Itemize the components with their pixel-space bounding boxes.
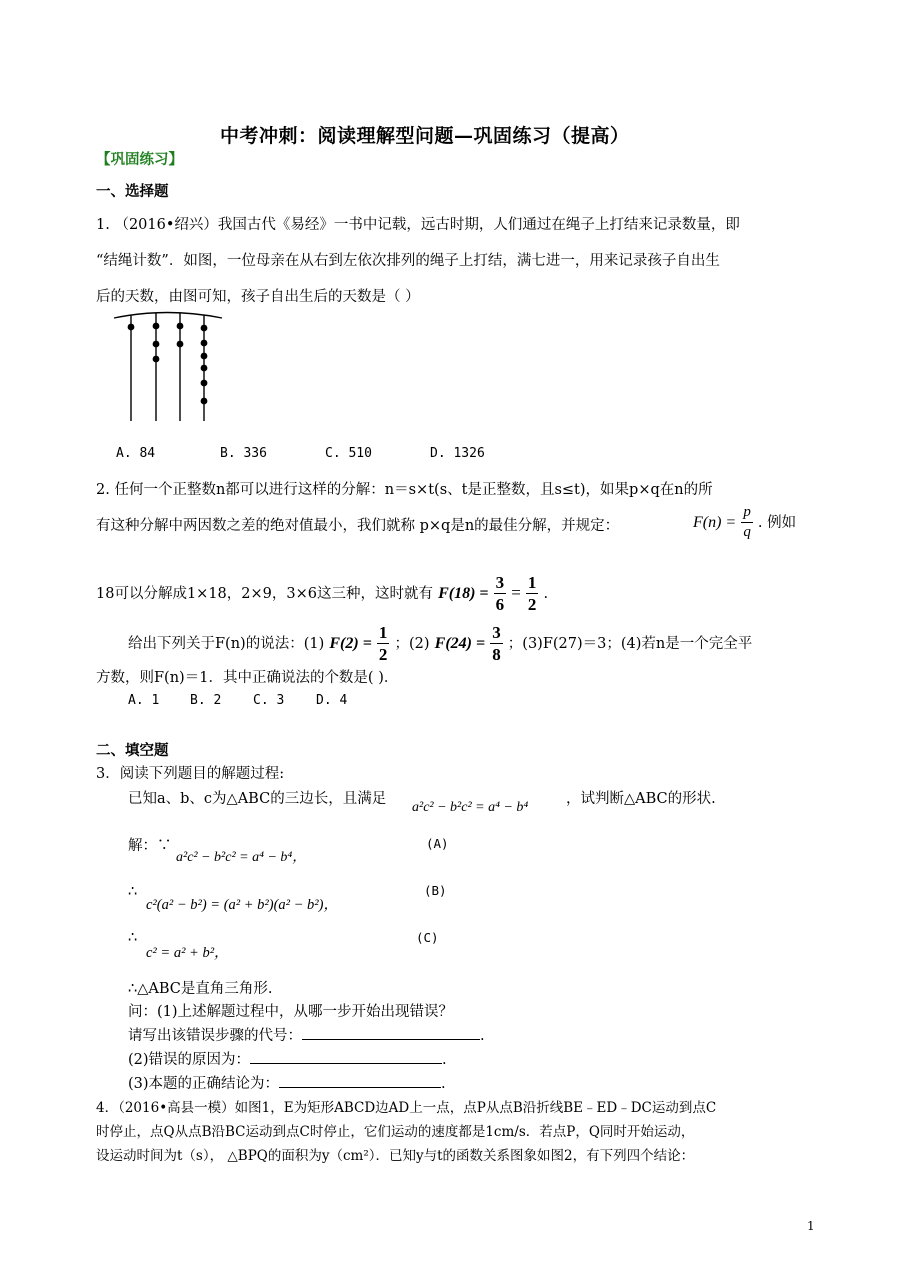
- knot: [177, 323, 184, 330]
- q2-option-c: C. 3: [253, 693, 285, 708]
- knot: [201, 340, 208, 347]
- q2-line-4: 给出下列关于F(n)的说法：(1) F(2) = $\frac{1}{2}$ ；(2) F(24) = $\frac{3}{8}$ ；(3)F(27)＝3；(4)若n是一个完全平: [128, 623, 753, 664]
- q3-step-c: c² = a² + b²，: [146, 945, 229, 961]
- q3-step-a-tag: (A): [426, 836, 449, 851]
- q2-line-1: 2. 任何一个正整数n都可以进行这样的分解：n＝s×t(s、t是正整数，且s≤t)，如果p×q在n的所: [96, 482, 713, 498]
- q1-line-3: 后的天数，由图可知，孩子自出生后的天数是（ ）: [96, 289, 420, 305]
- q3-step-a: a²c² − b²c² = a⁴ − b⁴，: [176, 850, 307, 865]
- knot: [201, 398, 208, 405]
- knot: [128, 324, 135, 331]
- therefore-symbol: ∴: [128, 930, 138, 946]
- q3-ask-2: (2)错误的原因为： .: [128, 1048, 447, 1069]
- q2-option-a: A. 1: [128, 693, 160, 708]
- q1-line-2: “结绳计数”．如图，一位母亲在从右到左依次排列的绳子上打结，满七进一，用来记录孩子自出生: [96, 253, 720, 269]
- section-heading-fill: 二、填空题: [96, 742, 169, 759]
- q3-line-1: 3．阅读下列题目的解题过程:: [96, 766, 285, 782]
- answer-blank-1[interactable]: [302, 1025, 480, 1040]
- knot-rope-figure: [110, 305, 225, 425]
- knot: [153, 356, 160, 363]
- knot: [177, 341, 184, 348]
- q3-step-b-tag: (B): [424, 883, 447, 898]
- q3-step-c-tag: (C): [416, 930, 439, 945]
- q3-given-formula: a²c² − b²c² = a⁴ − b⁴: [412, 800, 529, 815]
- q2-line-5: 方数，则F(n)＝1．其中正确说法的个数是( )．: [96, 670, 399, 686]
- q1-option-c: C. 510: [325, 446, 372, 461]
- q1-option-d: D. 1326: [430, 446, 485, 461]
- top-rope: [114, 313, 222, 319]
- q3-conclusion: ∴△ABC是直角三角形.: [128, 981, 273, 997]
- q3-line-2b: ，试判断△ABC的形状.: [566, 791, 716, 807]
- knot: [153, 341, 160, 348]
- answer-blank-3[interactable]: [279, 1073, 441, 1088]
- section-tag: 【巩固练习】: [96, 151, 183, 168]
- page-number: 1: [807, 1219, 815, 1233]
- q1-line-1: 1. （2016•绍兴）我国古代《易经》一书中记载，远古时期，人们通过在绳子上打结来记录数量，即: [96, 217, 740, 233]
- q3-ask-3: (3)本题的正确结论为： .: [128, 1072, 446, 1093]
- q4-line-1: 4．（2016•高县一模）如图1，E为矩形ABCD边AD上一点，点P从点B沿折线BE﹣ED﹣DC运动到点C: [96, 1100, 717, 1116]
- section-heading-choice: 一、选择题: [96, 183, 169, 200]
- knot: [201, 380, 208, 387]
- knot: [201, 353, 208, 360]
- q2-option-d: D. 4: [316, 693, 348, 708]
- q4-line-3: 设运动时间为t（s）， △BPQ的面积为y（cm²）．已知y与t的函数关系图象如图2，有下列四个结论：: [96, 1148, 695, 1164]
- q4-line-2: 时停止，点Q从点B沿BC运动到点C时停止，它们运动的速度都是1cm/s．若点P，Q同时开始运动，: [96, 1124, 695, 1140]
- q1-option-b: B. 336: [220, 446, 267, 461]
- therefore-symbol: ∴: [128, 884, 138, 900]
- q3-ask-1: 请写出该错误步骤的代号： .: [128, 1024, 485, 1045]
- q3-ask: 问：(1)上述解题过程中，从哪一步开始出现错误？: [128, 1004, 454, 1020]
- q3-solution-label: 解：∵: [128, 838, 172, 854]
- q2-option-b: B. 2: [190, 693, 222, 708]
- knot: [201, 365, 208, 372]
- knot: [201, 325, 208, 332]
- q3-line-2a: 已知a、b、c为△ABC的三边长，且满足: [128, 791, 387, 807]
- answer-blank-2[interactable]: [250, 1049, 442, 1064]
- q2-definition-formula: F(n) = $\frac{p}{q}$ . 例如: [693, 504, 797, 540]
- q3-step-b: c²(a² − b²) = (a² + b²)(a² − b²)，: [146, 897, 338, 913]
- q2-line-3: 18可以分解成1×18，2×9，3×6这三种，这时就有 F(18) = $\frac{3}{6}$ = $\frac{1}{2}$ .: [96, 573, 549, 614]
- knot: [153, 323, 160, 330]
- q1-option-a: A. 84: [116, 446, 156, 461]
- page-title: 中考冲刺：阅读理解型问题—巩固练习（提高）: [220, 125, 630, 147]
- q2-line-2: 有这种分解中两因数之差的绝对值最小，我们就称 p×q是n的最佳分解，并规定：: [96, 518, 620, 534]
